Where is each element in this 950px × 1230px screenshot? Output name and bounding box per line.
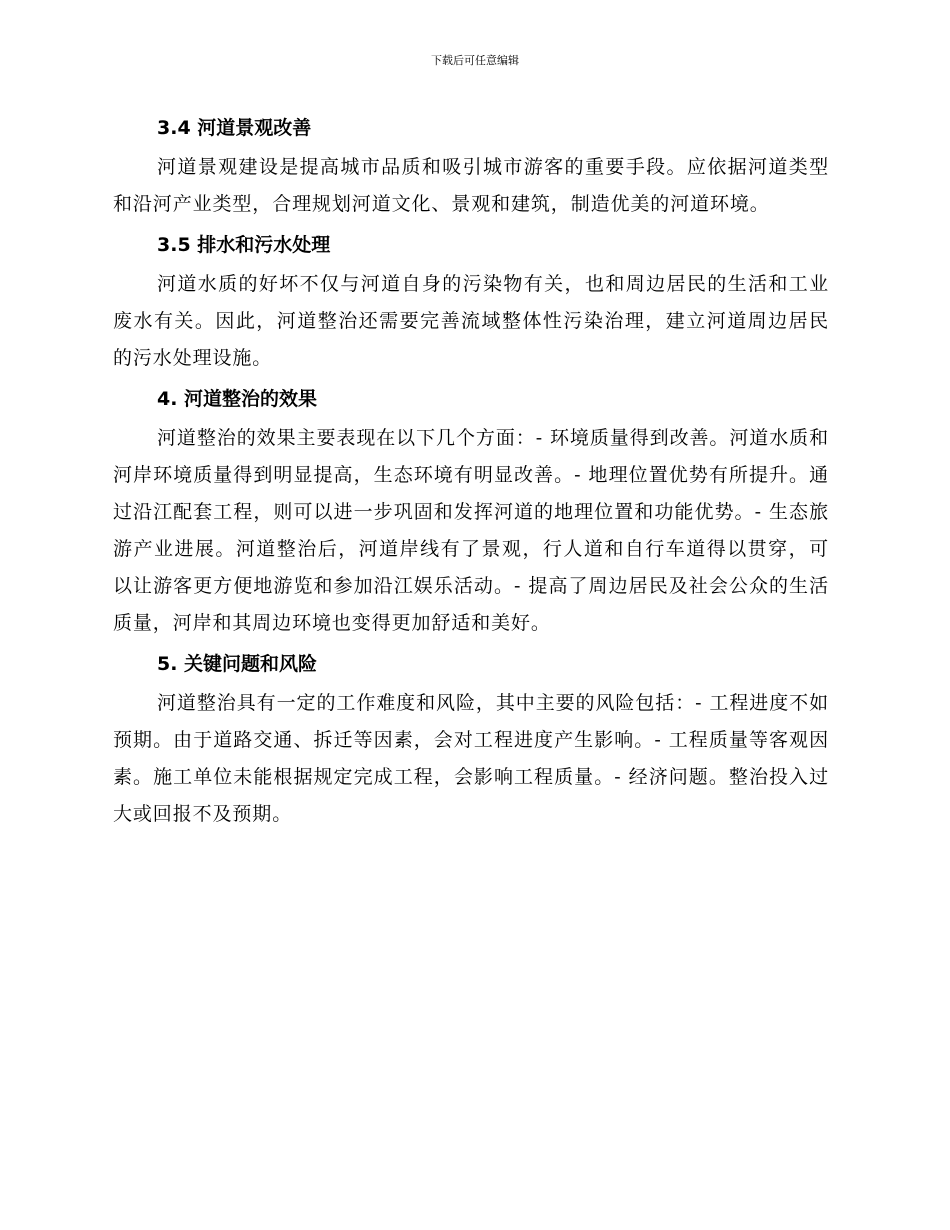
page-header: 下载后可任意编辑 [431,54,519,67]
section-paragraph: 河道景观建设是提高城市品质和吸引城市游客的重要手段。应依据河道类型和沿河产业类型，合理规划河道文化、景观和建筑，制造优美的河道环境。 [113,156,829,215]
section-paragraph: 河道水质的好坏不仅与河道自身的污染物有关，也和周边居民的生活和工业废水有关。因此，河道整治还需要完善流域整体性污染治理，建立河道周边居民的污水处理设施。 [113,273,829,369]
section-5 [113,648,829,833]
section-3-5 [113,229,829,377]
document-body [113,112,829,839]
section-paragraph: 河道整治的效果主要表现在以下几个方面：- 环境质量得到改善。河道水质和河岸环境质量得到明显提高，生态环境有明显改善。- 地理位置优势有所提升。通过沿江配套工程，则可以进一步巩固和发挥河道的地理位置和功能优势。- 生态旅游产业进展。河道整治后，河道岸线有了景观，行人道和自行车道得以贯穿，可以让游客更方便地游览和参加沿江娱乐活动。- 提高了周边居民及社会公众的生活质量，河岸和其周边环境也变得更加舒适和美好。 [113,427,829,634]
section-paragraph: 河道整治具有一定的工作难度和风险，其中主要的风险包括：- 工程进度不如预期。由于道路交通、拆迁等因素，会对工程进度产生影响。- 工程质量等客观因素。施工单位未能根据规定完成工程，会影响工程质量。- 经济问题。整治投入过大或回报不及预期。 [113,692,829,825]
section-4 [113,383,829,642]
section-heading: 5. 关键问题和风险 [157,653,318,675]
section-3-4 [113,112,829,223]
section-heading: 3.4 河道景观改善 [157,117,312,139]
section-heading: 3.5 排水和污水处理 [157,234,331,256]
section-heading: 4. 河道整治的效果 [157,388,318,410]
